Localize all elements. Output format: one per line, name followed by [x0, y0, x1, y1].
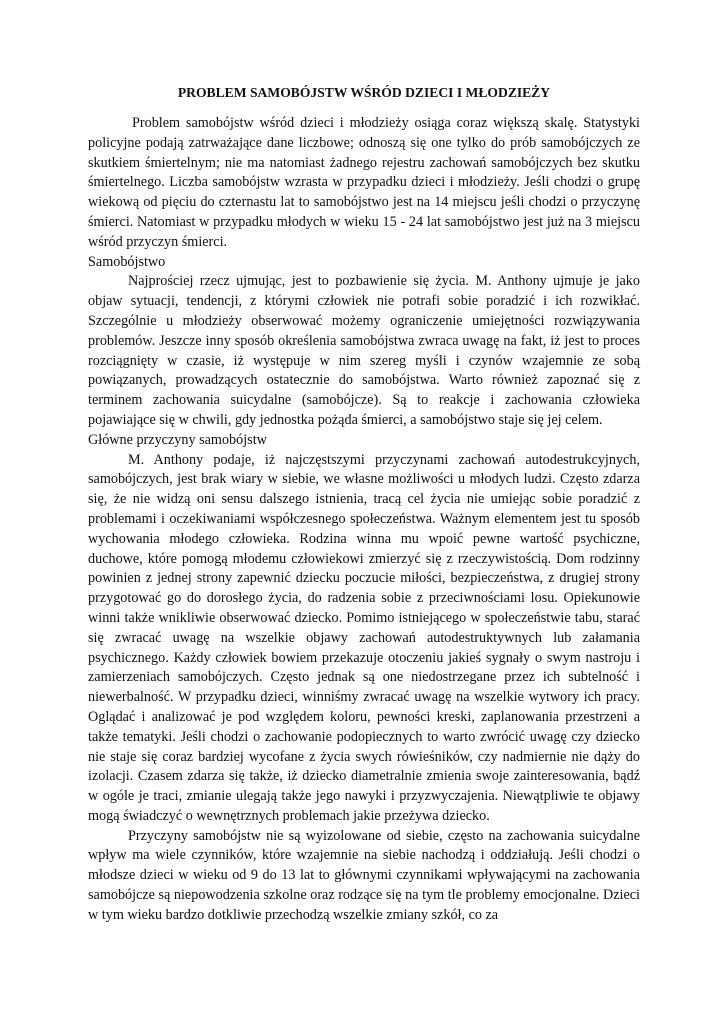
section-heading-samobojstwo: Samobójstwo — [88, 253, 166, 270]
definition-paragraph: Najprościej rzecz ujmując, jest to pozbawienie się życia. M. Anthony ujmuje je jako objaw sytuacji, tendencji, z którymi człowiek nie potrafi sobie poradzić i ich rozwikłać. Szczególnie u młodzieży obserwować możemy ograniczenie umiejętności rozwiązywania problemów. Jeszcze inny sposób określenia samobójstwa zwraca uwagę na fakt, iż jest to proces rozciągnięty w czasie, iż występuje w nim szereg myśli i czynów wzajemnie ze sobą powiązanych, prowadzących ostatecznie do samobójstwa. Warto również zapoznać się z terminem zachowania suicydalne (samobójcze). Są to reakcje i zachowania człowieka pojawiające się w chwili, gdy jednostka pożąda śmierci, a samobójstwo staje się jej celem. — [88, 273, 640, 428]
causes-paragraph: M. Anthony podaje, iż najczęstszymi przyczynami zachowań autodestrukcyjnych, samobójczych, jest brak wiary w siebie, we własne możliwości u młodych ludzi. Często zdarza się, że nie widzą oni sensu dalszego istnienia, tracą cel życia nie umiejąc sobie poradzić z problemami i oczekiwaniami współczesnego społeczeństwa. Ważnym elementem jest tu sposób wychowania młodego człowieka. Rodzina winna mu wpoić pewne wartość psychiczne, duchowe, które pomogą młodemu człowiekowi zmierzyć się z rzeczywistością. Dom rodzinny powinien z jednej strony zapewnić dziecku poczucie miłości, bezpieczeństwa, z drugiej strony przygotować go do dorosłego życia, do radzenia sobie z przeciwnościami losu. Opiekunowie winni także wnikliwie obserwować dziecko. Pomimo istniejącego w społeczeństwie tabu, starać się zwracać uwagę na wszelkie objawy zachowań autodestruktywnych lub załamania psychicznego. Każdy człowiek bowiem przekazuje otoczeniu jakieś sygnały o swym nastroju i zamierzeniach samobójczych. Często jednak są one niedostrzegane przez ich subtelność i niewerbalność. W przypadku dzieci, winniśmy zwracać uwagę na wszelkie wytwory ich pracy. Oglądać i analizować je pod względem koloru, pewności kreski, zaplanowania przestrzeni a także tematyki. Jeśli chodzi o zachowanie podopiecznych to warto zwrócić uwagę czy dziecko nie staje się coraz bardziej wycofane z życia swych rówieśników, czy nadmiernie nie dąży do izolacji. Czasem zdarza się także, iż dziecko diametralnie zmienia swoje zainteresowania, bądź w ogóle je traci, zmianie ulegają także jego nawyki i przyzwyczajenia. Niewątpliwie te objawy mogą świadczyć o wewnętrznych problemach jakie przeżywa dziecko. — [88, 451, 640, 824]
section-heading-przyczyny: Główne przyczyny samobójstw — [88, 431, 267, 448]
document-title: PROBLEM SAMOBÓJSTW WŚRÓD DZIECI I MŁODZIEŻY — [177, 85, 551, 100]
factors-paragraph: Przyczyny samobójstw nie są wyizolowane od siebie, często na zachowania suicydalne wpływ ma wiele czynników, które wzajemnie na siebie nachodzą i oddziałują. Jeśli chodzi o młodsze dzieci w wieku od 9 do 13 lat to głównymi czynnikami wpływającymi na zachowania samobójcze są niepowodzenia szkolne oraz rodzące się na tym tle problemy emocjonalne. Dzieci w tym wieku bardzo dotkliwie przechodzą wszelkie zmiany szkół, co za — [88, 827, 640, 923]
document-page — [88, 84, 640, 926]
intro-paragraph: Problem samobójstw wśród dzieci i młodzieży osiąga coraz większą skalę. Statystyki policyjne podają zatrważające dane liczbowe; odnoszą się one tylko do prób samobójczych ze skutkiem śmiertelnym; nie ma natomiast żadnego rejestru zachowań samobójczych bez skutku śmiertelnego. Liczba samobójstw wzrasta w przypadku dzieci i młodzieży. Jeśli chodzi o grupę wiekową od pięciu do czternastu lat to samobójstwo jest na 14 miejscu jeśli chodzi o przyczynę śmierci. Natomiast w przypadku młodych w wieku 15 - 24 lat samobójstwo jest już na 3 miejscu wśród przyczyn śmierci. — [88, 115, 640, 250]
